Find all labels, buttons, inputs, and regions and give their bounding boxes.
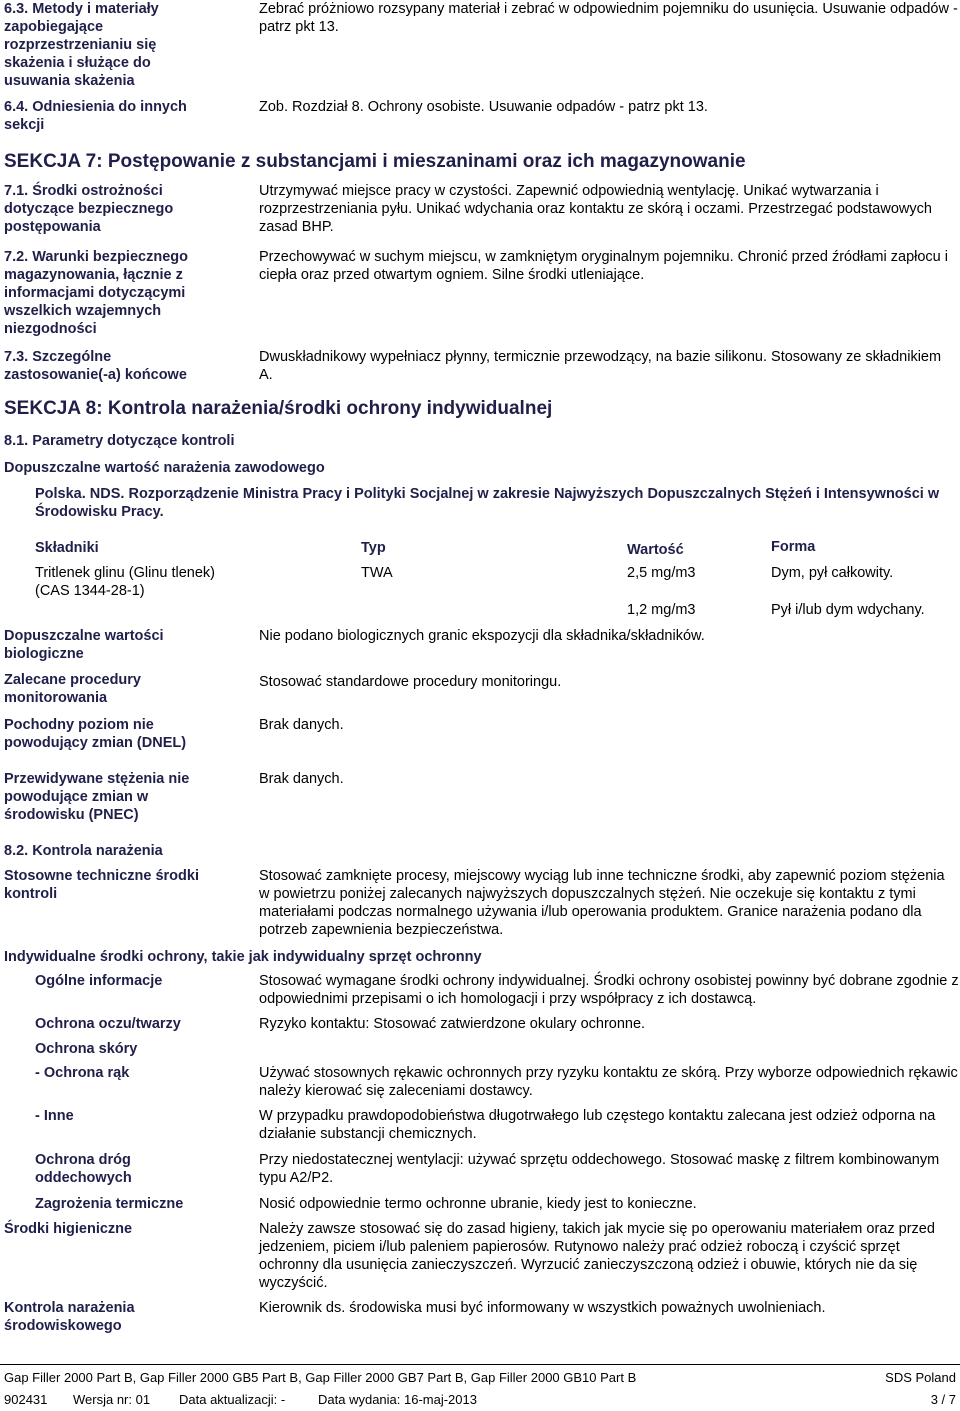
value-monitoring: Stosować standardowe procedury monitoringu. [259, 674, 562, 690]
value-engineering-controls: Stosować zamknięte procesy, miejscowy wyciąg lub inne techniczne środki, aby zapewnić poziom stężenia w powietrzu poniżej zalecanych najwyższych dopuszczalnych stężeń. Nie oczekuje się kontaktu z tymi materiałami podczas normalnego używania i/lub operowania produktem. Granice narażenia podano dla potrzeb zapewnienia bezpieczeństwa. [259, 868, 945, 938]
table-row-1-wartosc: 2,5 mg/m3 [627, 565, 696, 581]
label-hand-protection: - Ochrona rąk [35, 1065, 130, 1081]
value-7-1: Utrzymywać miejsce pracy w czystości. Zapewnić odpowiednią wentylację. Unikać wytwarzania i rozprzestrzeniania pyłu. Unikać wdychania oraz kontaktu ze skórą i oczami. Przestrzegać podstawowych zasad BHP. [259, 183, 932, 235]
label-6-3: 6.3. Metody i materiały zapobiegające rozprzestrzenianiu się skażenia i służące do usuwania skażenia [4, 1, 159, 89]
label-engineering-controls: Stosowne techniczne środki kontroli [4, 868, 199, 902]
value-eye-protection: Ryzyko kontaktu: Stosować zatwierdzone okulary ochronne. [259, 1016, 646, 1032]
label-6-4: 6.4. Odniesienia do innych sekcji [4, 99, 187, 133]
table-row-1-forma: Dym, pył całkowity. [771, 565, 894, 581]
label-7-1: 7.1. Środki ostrożności dotyczące bezpiecznego postępowania [4, 183, 174, 235]
value-other-protection: W przypadku prawdopodobieństwa długotrwałego lub częstego kontaktu zalecana jest odzież odporna na działanie substancji chemicznych. [259, 1108, 936, 1142]
label-thermal-hazards: Zagrożenia termiczne [35, 1196, 184, 1212]
footer-products: Gap Filler 2000 Part B, Gap Filler 2000 GB5 Part B, Gap Filler 2000 GB7 Part B, Gap Filler 2000 GB10 Part B [4, 1370, 637, 1385]
label-monitoring: Zalecane procedury monitorowania [4, 672, 141, 706]
label-biological-limits: Dopuszczalne wartości biologiczne [4, 628, 164, 662]
section-7-title: SEKCJA 7: Postępowanie z substancjami i mieszaninami oraz ich magazynowanie [4, 151, 746, 172]
table-header-typ: Typ [361, 540, 386, 556]
footer-version: Wersja nr: 01 [73, 1392, 151, 1407]
footer-sds-label: SDS Poland [885, 1370, 956, 1385]
value-thermal-hazards: Nosić odpowiednie termo ochronne ubranie, kiedy jest to konieczne. [259, 1196, 697, 1212]
oel-heading: Dopuszczalne wartość narażenia zawodowego [4, 460, 325, 476]
footer-divider [0, 1364, 960, 1365]
label-other-protection: - Inne [35, 1108, 74, 1124]
value-hygiene: Należy zawsze stosować się do zasad higieny, takich jak mycie się po operowaniu materiałem oraz przed jedzeniem, piciem i/lub paleniem papierosów. Rutynowo należy prać odzież roboczą i czyścić sprzęt ochronny dla usunięcia zanieczyszczeń. Wyrzucić zanieczyszczoną odzież i obuwie, których nie da się wyczyścić. [259, 1221, 935, 1291]
value-environmental-controls: Kierownik ds. środowiska musi być informowany w wszystkich poważnych uwolnieniach. [259, 1300, 826, 1316]
label-pnec: Przewidywane stężenia nie powodujące zmian w środowisku (PNEC) [4, 771, 190, 823]
ppe-heading: Indywidualne środki ochrony, takie jak indywidualny sprzęt ochronny [4, 949, 482, 965]
value-biological-limits: Nie podano biologicznych granic ekspozycji dla składnika/składników. [259, 628, 705, 644]
label-dnel: Pochodny poziom nie powodujący zmian (DNEL) [4, 717, 187, 751]
table-row-2-forma: Pył i/lub dym wdychany. [771, 602, 925, 618]
table-header-skladniki: Składniki [35, 540, 99, 556]
label-hygiene: Środki higieniczne [4, 1221, 133, 1237]
label-respiratory-protection: Ochrona dróg oddechowych [35, 1152, 132, 1186]
value-respiratory-protection: Przy niedostatecznej wentylacji: używać sprzętu oddechowego. Stosować maskę z filtrem kombinowanym typu A2/P2. [259, 1152, 940, 1186]
table-component: Tritlenek glinu (Glinu tlenek) (CAS 1344-28-1) [35, 565, 215, 599]
label-environmental-controls: Kontrola narażenia środowiskowego [4, 1300, 135, 1334]
footer-issued: Data wydania: 16-maj-2013 [318, 1392, 477, 1407]
label-eye-protection: Ochrona oczu/twarzy [35, 1016, 181, 1032]
subheading-8-1: 8.1. Parametry dotyczące kontroli [4, 433, 235, 449]
value-dnel: Brak danych. [259, 717, 344, 733]
table-row-2-wartosc: 1,2 mg/m3 [627, 602, 696, 618]
value-hand-protection: Używać stosownych rękawic ochronnych przy ryzyku kontaktu ze skórą. Przy wyborze odpowiednich rękawic należy kierować się zaleceniami dostawcy. [259, 1065, 958, 1099]
value-pnec: Brak danych. [259, 771, 344, 787]
label-7-2: 7.2. Warunki bezpiecznego magazynowania, łącznie z informacjami dotyczącymi wszelkich wzajemnych niezgodności [4, 249, 188, 337]
subheading-8-2: 8.2. Kontrola narażenia [4, 843, 163, 859]
label-skin-protection: Ochrona skóry [35, 1041, 138, 1057]
table-header-forma: Forma [771, 539, 816, 555]
value-7-3: Dwuskładnikowy wypełniacz płynny, termicznie przewodzący, na bazie silikonu. Stosowany ze składnikiem A. [259, 349, 942, 383]
table-row-1-typ: TWA [361, 565, 393, 581]
regulation-text: Polska. NDS. Rozporządzenie Ministra Pracy i Polityki Socjalnej w zakresie Najwyższych Dopuszczalnych Stężeń i Intensywności w Środowisku Pracy. [35, 486, 940, 520]
footer-code: 902431 [4, 1392, 48, 1407]
table-header-wartosc: Wartość [627, 542, 684, 558]
section-8-title: SEKCJA 8: Kontrola narażenia/środki ochrony indywidualnej [4, 398, 553, 419]
value-general-info: Stosować wymagane środki ochrony indywidualnej. Środki ochrony osobistej powinny być dobrane zgodnie z odpowiednimi przepisami o ich homologacji i przy współpracy z ich dostawcą. [259, 973, 959, 1007]
label-7-3: 7.3. Szczególne zastosowanie(-a) końcowe [4, 349, 187, 383]
value-7-2: Przechowywać w suchym miejscu, w zamkniętym oryginalnym pojemniku. Chronić przed źródłami zapłocu i ciepła oraz przed otwartym ogniem. Silne środki utleniające. [259, 249, 948, 283]
label-general-info: Ogólne informacje [35, 973, 163, 989]
value-6-4: Zob. Rozdział 8. Ochrony osobiste. Usuwanie odpadów - patrz pkt 13. [259, 99, 708, 115]
footer-page-number: 3 / 7 [930, 1392, 956, 1407]
value-6-3: Zebrać próżniowo rozsypany materiał i zebrać w odpowiednim pojemniku do usunięcia. Usuwanie odpadów - patrz pkt 13. [259, 1, 958, 35]
footer-updated: Data aktualizacji: - [179, 1392, 286, 1407]
